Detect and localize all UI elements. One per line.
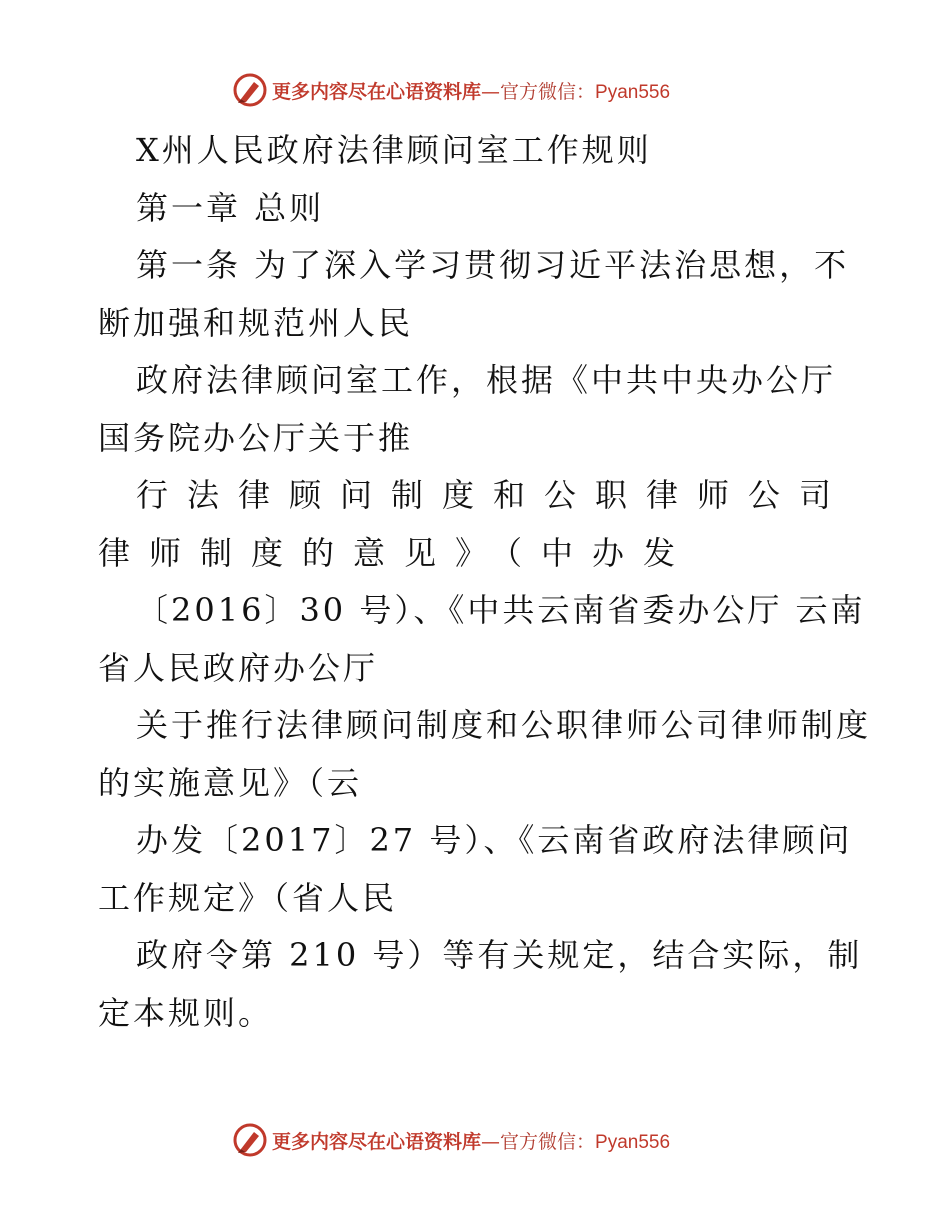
banner-wechat-label: 官方微信： bbox=[500, 80, 596, 103]
paragraph-line: 政府令第 210 号）等有关规定，结合实际，制 bbox=[136, 936, 863, 974]
document-body bbox=[98, 122, 872, 1042]
pen-logo-icon bbox=[232, 1122, 268, 1158]
paragraph-line: 的实施意见》（云 bbox=[98, 763, 363, 802]
banner-slogan: 更多内容尽在心语资料库 bbox=[272, 1130, 482, 1153]
footer-banner bbox=[232, 1120, 752, 1160]
paragraph-line: 工作规定》（省人民 bbox=[98, 878, 398, 917]
banner-slogan: 更多内容尽在心语资料库 bbox=[272, 80, 482, 103]
paragraph-line: 关于推行法律顾问制度和公职律师公司律师制度 bbox=[136, 706, 872, 744]
banner-wechat-label: 官方微信： bbox=[500, 1130, 596, 1153]
banner-text bbox=[272, 77, 670, 104]
banner-text bbox=[272, 1127, 670, 1154]
paragraph-line: 政府法律顾问室工作，根据《中共中央办公厅 bbox=[136, 361, 837, 399]
paragraph-line: 办发〔2017〕27 号）、《云南省政府法律顾问 bbox=[136, 821, 853, 859]
banner-dash: — bbox=[481, 1130, 501, 1153]
document-title: X州人民政府法律顾问室工作规则 bbox=[136, 131, 652, 169]
paragraph-line: 第一条 为了深入学习贯彻习近平法治思想，不 bbox=[136, 246, 850, 284]
chapter-heading: 第一章 总则 bbox=[136, 188, 325, 227]
paragraph-line: 行法律顾问制度和公职律师公司 bbox=[136, 476, 851, 514]
banner-wechat-id: Pyan556 bbox=[595, 81, 671, 103]
pen-logo-icon bbox=[232, 72, 268, 108]
paragraph-line: 定本规则。 bbox=[98, 993, 274, 1032]
banner-wechat-id: Pyan556 bbox=[595, 1131, 671, 1153]
paragraph-line: 〔2016〕30 号）、《中共云南省委办公厅 云南 bbox=[136, 591, 866, 629]
header-banner bbox=[232, 70, 752, 110]
paragraph-line: 断加强和规范州人民 bbox=[98, 303, 414, 342]
banner-dash: — bbox=[481, 80, 501, 103]
paragraph-line: 国务院办公厅关于推 bbox=[98, 418, 414, 457]
paragraph-line: 律师制度的意见》（中办发 bbox=[98, 533, 695, 572]
paragraph-line: 省人民政府办公厅 bbox=[98, 648, 379, 687]
